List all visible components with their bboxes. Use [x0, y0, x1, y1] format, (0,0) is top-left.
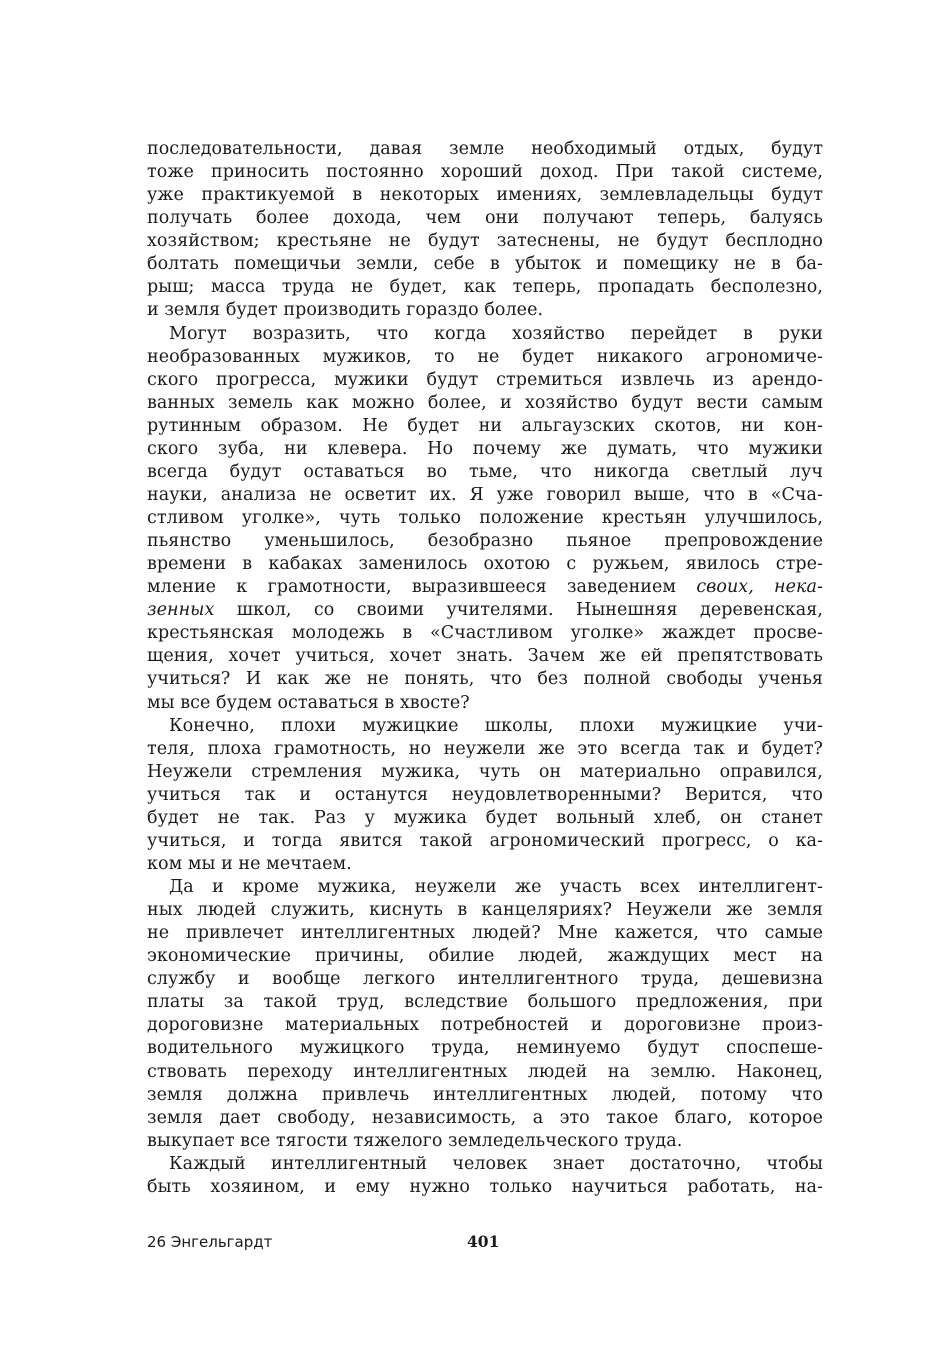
- text-line: учиться так и останутся неудовлетворенными? Верится, что: [147, 784, 823, 805]
- text-line: хозяйством; крестьяне не будут затеснены, не будут бесплодно: [147, 231, 823, 252]
- text-line: получать более дохода, чем они получают теперь, балуясь: [147, 208, 823, 229]
- text-line: последовательности, давая земле необходимый отдых, будут: [147, 139, 823, 159]
- text-line: земля должна привлечь интеллигентных людей, потому что: [147, 1084, 823, 1105]
- text-line: Каждый интеллигентный человек знает достаточно, чтобы: [169, 1153, 823, 1174]
- text-segment: школ, со своими учителями. Нынешняя деревенская,: [236, 600, 823, 621]
- text-line: ствовать переходу интеллигентных людей на землю. Наконец,: [147, 1061, 823, 1082]
- text-line: водительного мужицкого труда, неминуемо будут споспеше-: [147, 1038, 823, 1059]
- text-line: мы все будем оставаться в хвосте?: [147, 692, 470, 713]
- text-line: и земля будет производить гораздо более.: [147, 300, 544, 321]
- text-line: платы за такой труд, вследствие большого предложения, при: [147, 992, 823, 1013]
- text-line: тоже приносить постоянно хороший доход. При такой системе,: [147, 162, 823, 183]
- page-footer: [147, 1230, 823, 1254]
- text-line: не привлечет интеллигентных людей? Мне кажется, что самые: [147, 923, 823, 944]
- text-line: ных людей служить, киснуть в канцеляриях? Неужели же земля: [147, 900, 823, 921]
- page-number: 401: [467, 1232, 500, 1251]
- text-line: ского прогресса, мужики будут стремиться извлечь из арендо-: [147, 369, 823, 390]
- text-line: Да и кроме мужика, неужели же участь всех интеллигент-: [169, 877, 823, 897]
- text-line: выкупает все тягости тяжелого земледельческого труда.: [147, 1130, 683, 1151]
- text-line: стливом уголке», чуть только положение крестьян улучшилось,: [147, 508, 823, 528]
- text-segment: мление к грамотности, выразившееся заведением: [147, 577, 677, 598]
- text-line: науки, анализа не осветит их. Я уже говорил выше, что в «Сча-: [147, 484, 823, 505]
- text-line: крестьянская молодежь в «Счастливом уголке» жаждет просве-: [147, 623, 823, 644]
- text-line: всегда будут оставаться во тьме, что никогда светлый луч: [147, 461, 823, 482]
- printer-signature: 26 Энгельгардт: [147, 1233, 273, 1251]
- text-line: экономические причины, обилие людей, жаждущих мест на: [147, 946, 823, 967]
- italic-phrase: зенных: [147, 600, 215, 621]
- text-line: [147, 576, 823, 599]
- text-line: болтать помещичьи земли, себе в убыток и помещику не в ба-: [147, 254, 823, 275]
- page-body-text: [147, 138, 823, 1199]
- text-line: Могут возразить, что когда хозяйство перейдет в руки: [169, 323, 823, 344]
- text-line: [147, 599, 823, 622]
- text-line: щения, хочет учиться, хочет знать. Зачем же ей препятствовать: [147, 646, 823, 667]
- italic-phrase: своих, нека-: [696, 577, 823, 598]
- text-line: уже практикуемой в некоторых имениях, землевладельцы будут: [147, 185, 823, 206]
- text-line: ком мы и не мечтаем.: [147, 853, 352, 874]
- text-line: ванных земель как можно более, и хозяйство будут вести самым: [147, 392, 823, 413]
- text-line: ского зуба, ни клевера. Но почему же думать, что мужики: [147, 438, 823, 459]
- text-line: рутинным образом. Не будет ни альгаузских скотов, ни кон-: [147, 415, 823, 436]
- text-line: рыш; масса труда не будет, как теперь, пропадать бесполезно,: [147, 277, 823, 298]
- text-line: быть хозяином, и ему нужно только научиться работать, на-: [147, 1176, 823, 1197]
- text-line: учиться, и тогда явится такой агрономический прогресс, о ка-: [147, 830, 823, 851]
- text-line: учиться? И как же не понять, что без полной свободы ученья: [147, 669, 823, 690]
- text-line: службу и вообще легкого интеллигентного труда, дешевизна: [147, 969, 823, 990]
- text-line: пьянство уменьшилось, безобразно пьяное препровождение: [147, 531, 823, 552]
- text-line: будет не так. Раз у мужика будет вольный хлеб, он станет: [147, 807, 823, 828]
- text-line: Неужели стремления мужика, чуть он материально оправился,: [147, 761, 823, 782]
- text-line: необразованных мужиков, то не будет никакого агрономиче-: [147, 346, 823, 367]
- text-line: дороговизне материальных потребностей и дороговизне произ-: [147, 1015, 823, 1036]
- text-line: земля дает свободу, независимость, а это такое благо, которое: [147, 1107, 823, 1128]
- text-line: Конечно, плохи мужицкие школы, плохи мужицкие учи-: [169, 715, 823, 736]
- text-line: времени в кабаках заменилось охотою с ружьем, явилось стре-: [147, 554, 823, 575]
- text-line: теля, плоха грамотность, но неужели же это всегда так и будет?: [147, 738, 823, 759]
